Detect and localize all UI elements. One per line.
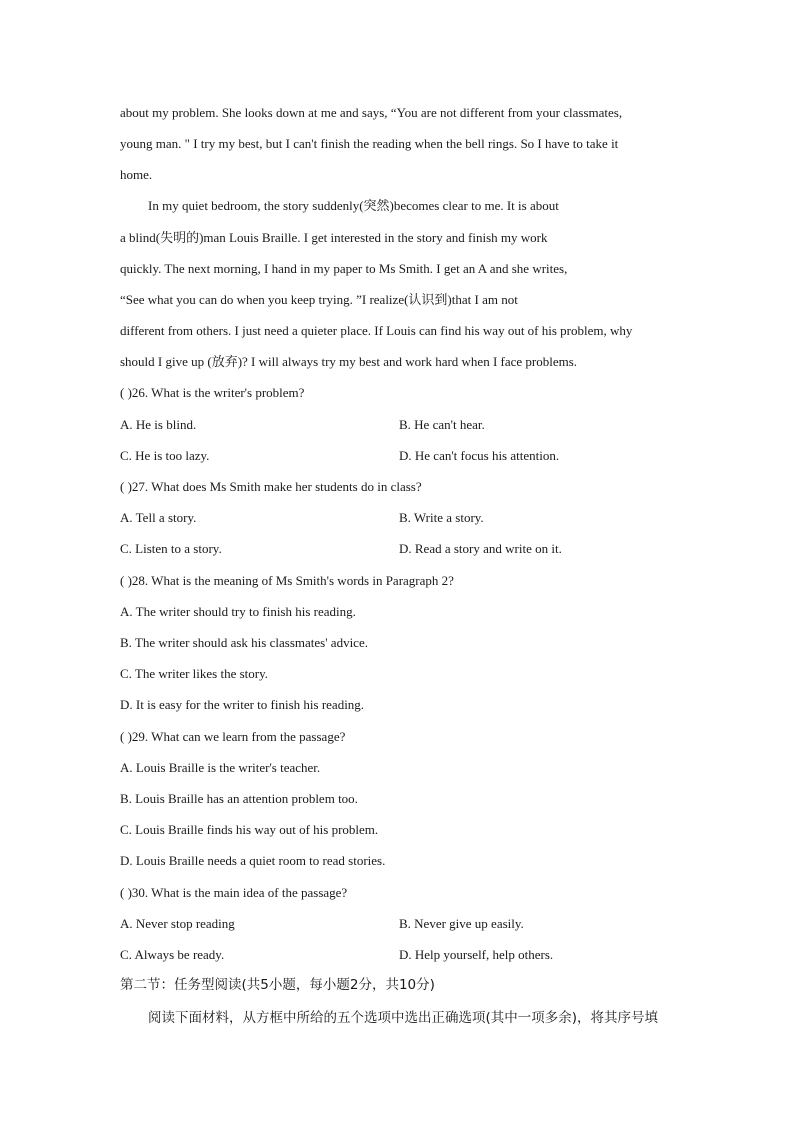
question-28-option-d: D. It is easy for the writer to finish his reading. xyxy=(120,697,365,712)
passage-line: quickly. The next morning, I hand in my paper to Ms Smith. I get an A and she writes, xyxy=(120,261,568,276)
section-instruction: 阅读下面材料，从方框中所给的五个选项中选出正确选项(其中一项多余)，将其序号填 xyxy=(148,1010,659,1026)
question-26-option-b: B. He can't hear. xyxy=(399,417,485,432)
question-26-option-a: A. He is blind. xyxy=(120,417,197,432)
question-29-option-d: D. Louis Braille needs a quiet room to read stories. xyxy=(120,853,386,868)
question-27-stem: ( )27. What does Ms Smith make her students do in class? xyxy=(120,479,422,494)
question-30-option-d: D. Help yourself, help others. xyxy=(399,947,554,962)
passage-line: “See what you can do when you keep trying. ”I realize(认识到)that I am not xyxy=(120,292,518,307)
question-30-option-b: B. Never give up easily. xyxy=(399,916,524,931)
section-heading: 第二节：任务型阅读(共5小题，每小题2分，共10分) xyxy=(120,977,435,993)
question-28-stem: ( )28. What is the meaning of Ms Smith's words in Paragraph 2? xyxy=(120,573,454,588)
question-26-option-c: C. He is too lazy. xyxy=(120,448,210,463)
passage-line: young man. " I try my best, but I can't finish the reading when the bell rings. So I have to take it xyxy=(120,136,619,151)
question-29-stem: ( )29. What can we learn from the passage? xyxy=(120,729,346,744)
question-28-option-b: B. The writer should ask his classmates' advice. xyxy=(120,635,368,650)
question-28-option-a: A. The writer should try to finish his reading. xyxy=(120,604,356,619)
question-28-option-c: C. The writer likes the story. xyxy=(120,666,269,681)
passage-line: about my problem. She looks down at me and says, “You are not different from your classmates, xyxy=(120,105,623,120)
passage-line: different from others. I just need a quieter place. If Louis can find his way out of his problem, why xyxy=(120,323,633,338)
question-26-stem: ( )26. What is the writer's problem? xyxy=(120,385,305,400)
passage-line: a blind(失明的)man Louis Braille. I get interested in the story and finish my work xyxy=(120,230,548,245)
question-26-option-d: D. He can't focus his attention. xyxy=(399,448,560,463)
question-30-stem: ( )30. What is the main idea of the passage? xyxy=(120,885,348,900)
question-30-option-c: C. Always be ready. xyxy=(120,947,225,962)
question-30-option-a: A. Never stop reading xyxy=(120,916,235,931)
question-29-option-a: A. Louis Braille is the writer's teacher. xyxy=(120,760,321,775)
question-27-option-c: C. Listen to a story. xyxy=(120,541,222,556)
passage-line: should I give up (放弃)? I will always try my best and work hard when I face problems. xyxy=(120,354,578,369)
passage-line: home. xyxy=(120,167,153,182)
question-27-option-a: A. Tell a story. xyxy=(120,510,197,525)
question-29-option-b: B. Louis Braille has an attention problem too. xyxy=(120,791,358,806)
question-27-option-d: D. Read a story and write on it. xyxy=(399,541,562,556)
passage-line: In my quiet bedroom, the story suddenly(突然)becomes clear to me. It is about xyxy=(148,198,559,213)
question-29-option-c: C. Louis Braille finds his way out of his problem. xyxy=(120,822,379,837)
question-27-option-b: B. Write a story. xyxy=(399,510,484,525)
